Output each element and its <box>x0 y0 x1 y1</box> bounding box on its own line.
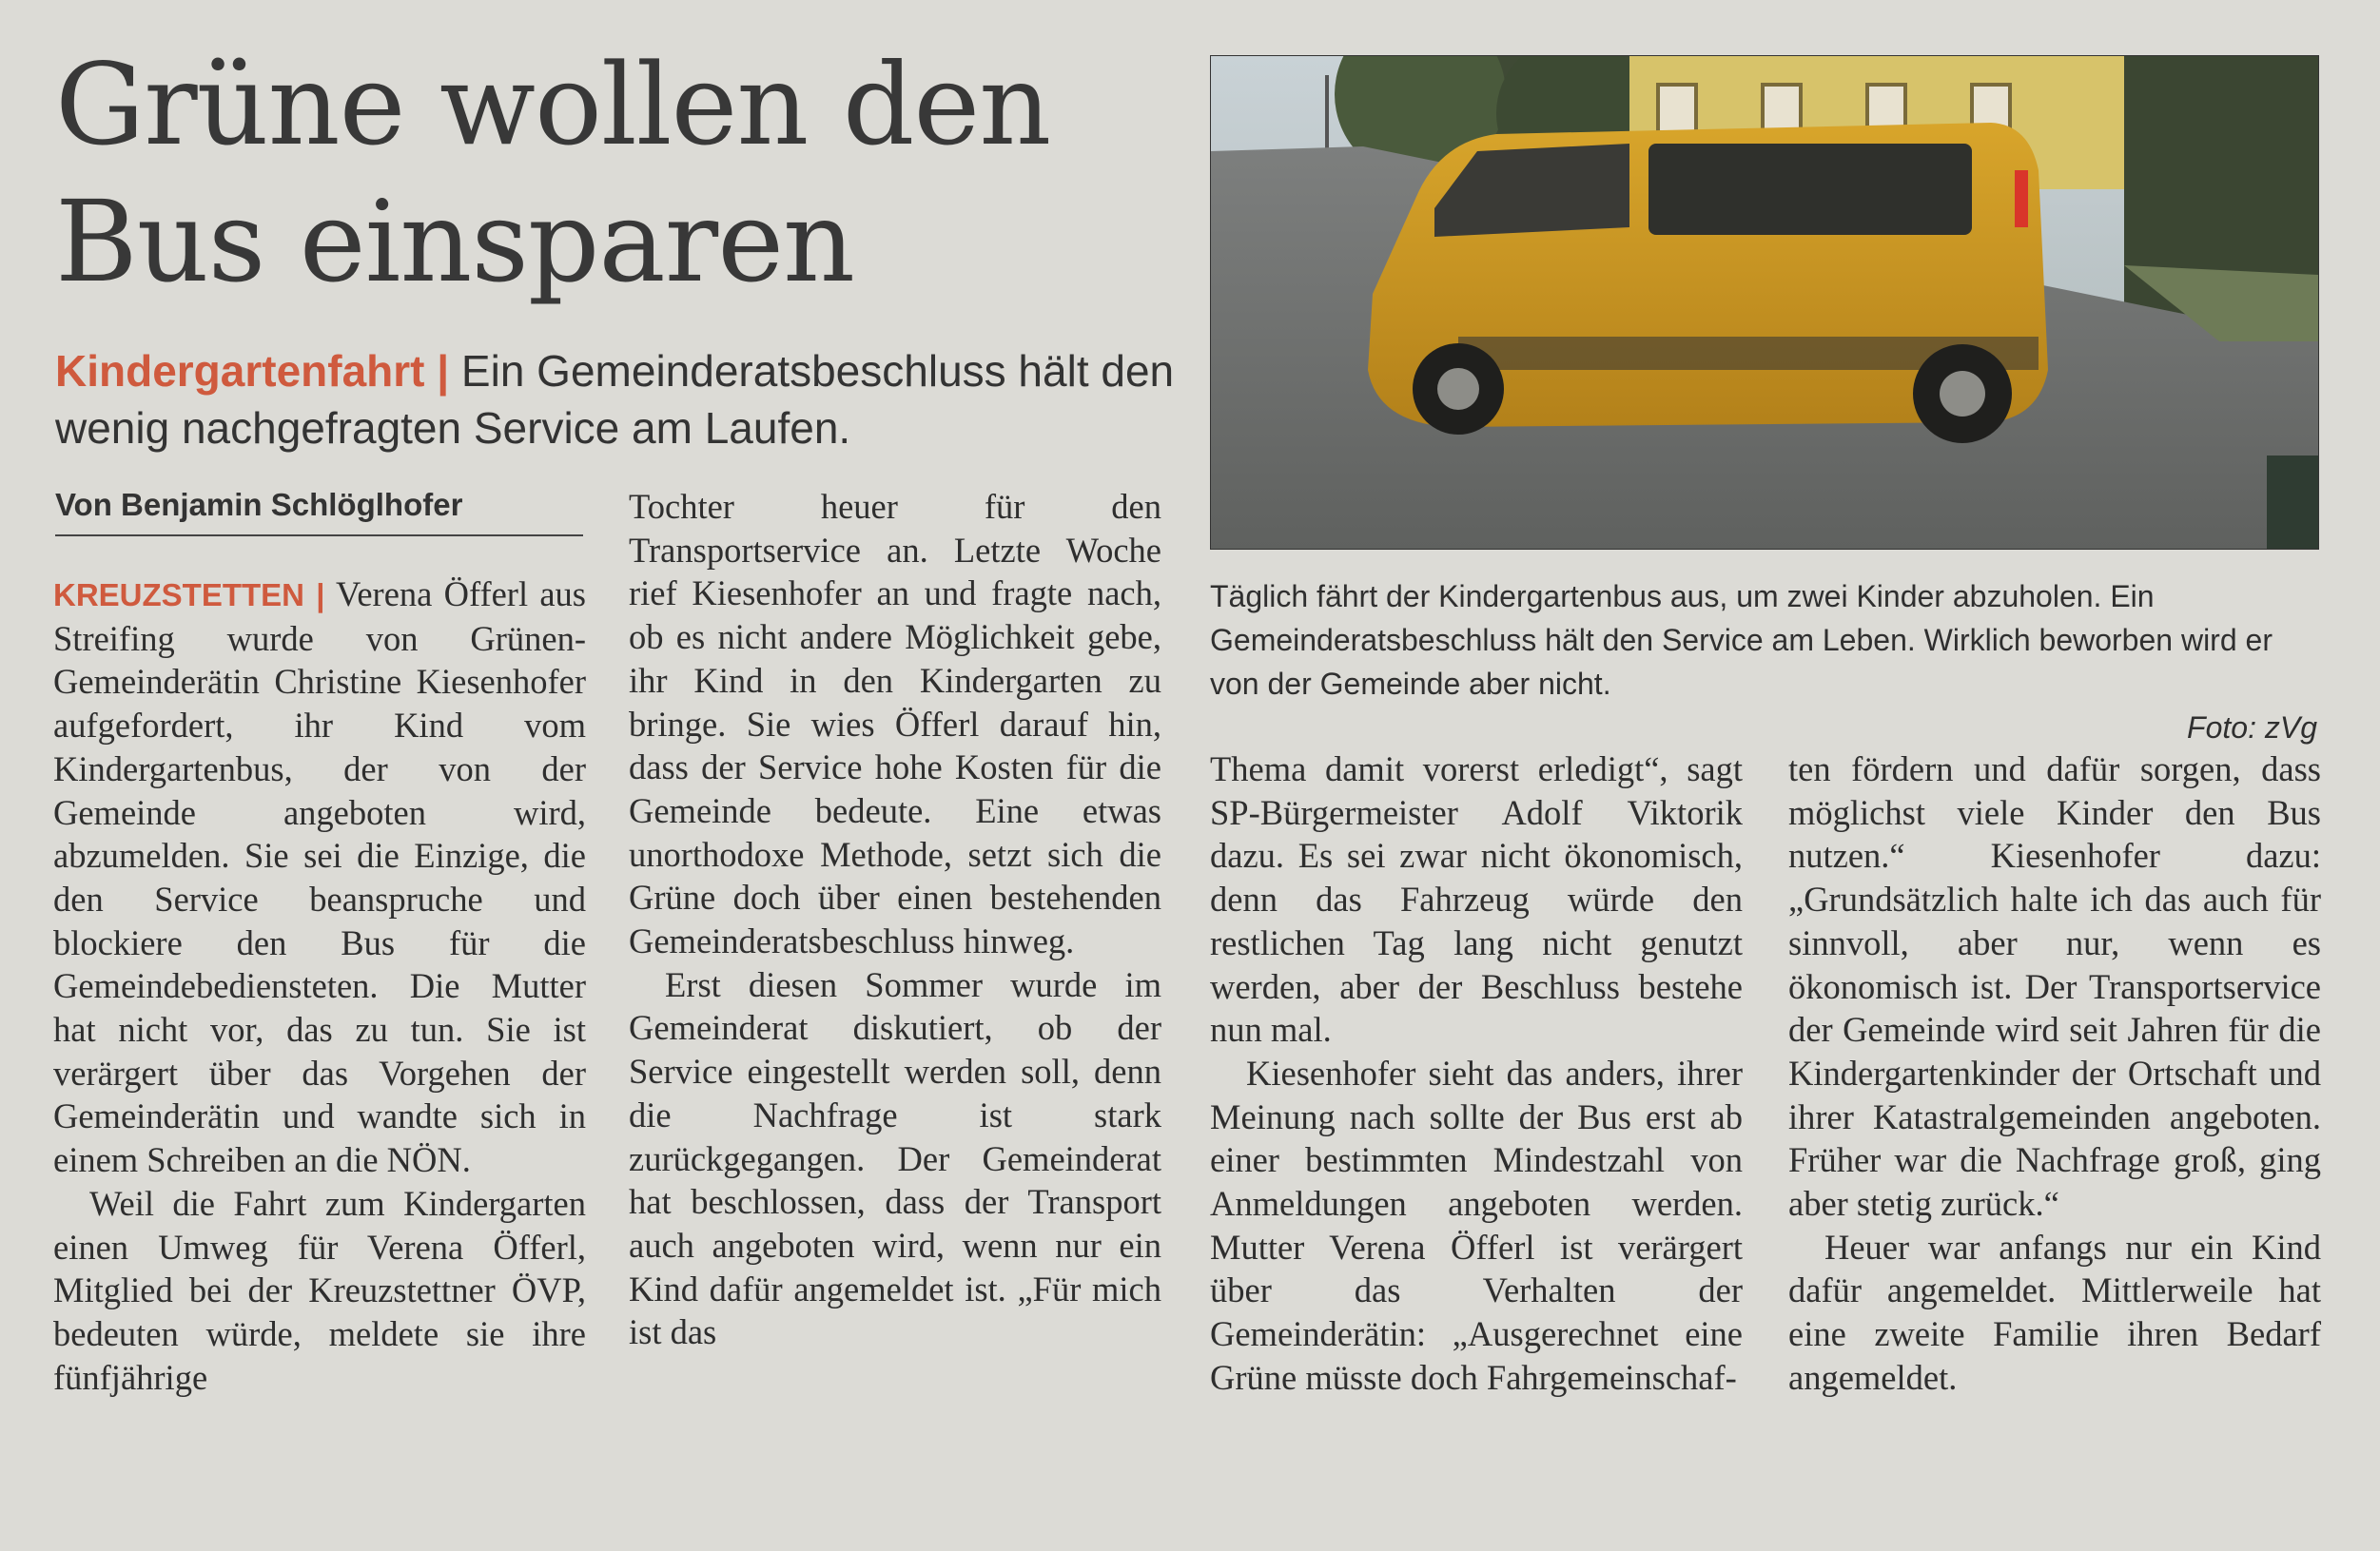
subhead-kicker: Kindergartenfahrt <box>55 346 425 396</box>
article-column-1 <box>53 572 586 1399</box>
paragraph: Tochter heuer für den Transportservice an. Letzte Woche rief Kiesenhofer an und fragte nach, ob es nicht andere Möglichkeit gebe, ihr Kind in den Kindergarten zu bringe. Sie wies Öfferl darauf hin, dass der Service hohe Kosten für die Gemeinde bedeute. Eine etwas unorthodoxe Methode, setzt sich die Grüne doch über einen bestehenden Gemeinderatsbeschluss hinweg. <box>629 487 1161 961</box>
subhead-separator: | <box>437 346 450 396</box>
paragraph-text: Verena Öfferl aus Streifing wurde von Grünen-Gemeinderätin Christine Kiesenhofer aufgefordert, ihr Kind vom Kindergartenbus, der von der Gemeinde angeboten wird, abzumelden. Sie sei die Einzige, die den Service beanspruche und blockiere den Bus für die Gemeindebediensteten. Die Mutter hat nicht vor, das zu tun. Sie ist verärgert über das Vorgehen der Gemeinderätin und wandte sich in einem Schreiben an die NÖN. <box>53 574 586 1180</box>
paragraph: Erst diesen Sommer wurde im Gemeinderat diskutiert, ob der Service eingestellt werden soll, denn die Nachfrage ist stark zurückgegangen. Der Gemeinderat hat beschlossen, dass der Transport auch angeboten wird, wenn nur ein Kind dafür angemeldet ist. „Für mich ist das <box>629 964 1161 1352</box>
bus-photo-illustration <box>1211 56 2318 549</box>
caption-text: Täglich fährt der Kindergartenbus aus, um zwei Kinder abzuholen. Ein Gemeinderatsbeschluss hält den Service am Leben. Wirklich beworben wird er von der Gemeinde aber nicht. <box>1210 579 2273 701</box>
subheadline <box>55 342 1197 456</box>
paragraph: Kiesenhofer sieht das anders, ihrer Meinung nach sollte der Bus erst ab einer bestimmten Mindestzahl von Anmeldungen angeboten werden. Mutter Verena Öfferl ist verärgert über das Verhalten der Gemeinderätin: „Ausgerechnet eine Grüne müsste doch Fahrgemeinschaf- <box>1210 1053 1743 1397</box>
photo-credit: Foto: zVg <box>2187 710 2317 745</box>
paragraph: ten fördern und dafür sorgen, dass möglichst viele Kinder den Bus nutzen.“ Kiesenhofer dazu: „Grundsätzlich halte ich das auch für sinnvoll, aber nur, wenn es ökonomisch ist. Der Transportservice der Gemeinde wird seit Jahren für die Kindergartenkinder der Ortschaft und ihrer Katastralgemeinden angeboten. Früher war die Nachfrage groß, ging aber stetig zurück.“ <box>1788 749 2321 1224</box>
paragraph: Weil die Fahrt zum Kindergarten einen Umweg für Verena Öfferl, Mitglied bei der Kreuzstettner ÖVP, bedeuten würde, meldete sie ihre fünfjährige <box>53 1183 586 1397</box>
headline-line-2: Bus einsparen <box>55 176 855 307</box>
bus-photo <box>1210 55 2319 550</box>
photo-caption <box>1210 574 2317 749</box>
subhead-text: Ein Gemeinderatsbeschluss hält den wenig nachgefragten Service am Laufen. <box>55 346 1175 453</box>
article-column-3 <box>1210 747 1743 1400</box>
dateline: KREUZSTETTEN <box>53 577 304 612</box>
headline-line-1: Grüne wollen den <box>55 39 1051 170</box>
article-column-2 <box>629 485 1161 1354</box>
paragraph: Heuer war anfangs nur ein Kind dafür angemeldet. Mittlerweile hat eine zweite Familie ihren Bedarf angemeldet. <box>1788 1227 2321 1397</box>
headline <box>55 36 1197 310</box>
paragraph: Thema damit vorerst erledigt“, sagt SP-Bürgermeister Adolf Viktorik dazu. Es sei zwar nicht ökonomisch, denn das Fahrzeug würde den restlichen Tag lang nicht genutzt werden, aber der Beschluss bestehe nun mal. <box>1210 749 1743 1050</box>
paragraph <box>53 572 586 1182</box>
dateline-separator: | <box>316 577 325 612</box>
byline: Von Benjamin Schlöglhofer <box>55 487 583 536</box>
article-column-4 <box>1788 747 2321 1400</box>
